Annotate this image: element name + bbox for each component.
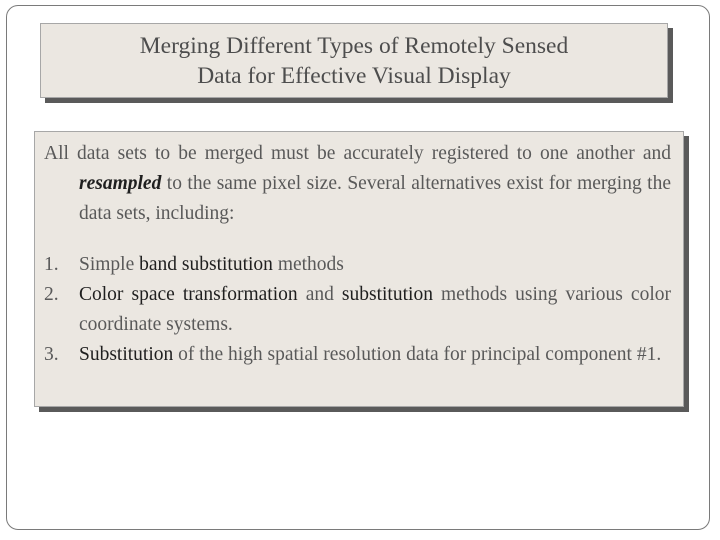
method-item [44,340,671,370]
method-text: Simple [79,254,140,275]
method-text: methods [272,254,344,275]
method-number: 2. [44,284,59,305]
method-item [44,280,671,340]
method-number: 1. [44,254,59,275]
title-line-1: Merging Different Types of Remotely Sensed [139,33,569,59]
method-number: 3. [44,344,59,365]
methods-list [44,250,671,370]
method-key-term: substitution [341,284,433,305]
content-box [34,131,684,407]
title-line-2: Data for Effective Visual Display [197,63,511,89]
method-text: and [297,284,342,305]
method-text: of the high spatial resolution data for principal component #1. [173,344,662,365]
method-text: methods using various color coordinate systems. [79,284,671,335]
method-item [44,250,671,280]
method-key-term: band substitution [139,254,273,275]
intro-text-start: All data sets to be merged must be accurately registered to one another and [44,143,671,164]
intro-emphasis-term: resampled [79,173,162,194]
method-key-term: Color space transformation [79,284,298,305]
title-box [40,23,668,98]
intro-text-end: to the same pixel size. Several alternatives exist for merging the data sets, including: [79,173,671,224]
method-key-term: Substitution [79,344,174,365]
intro-paragraph [44,139,671,229]
